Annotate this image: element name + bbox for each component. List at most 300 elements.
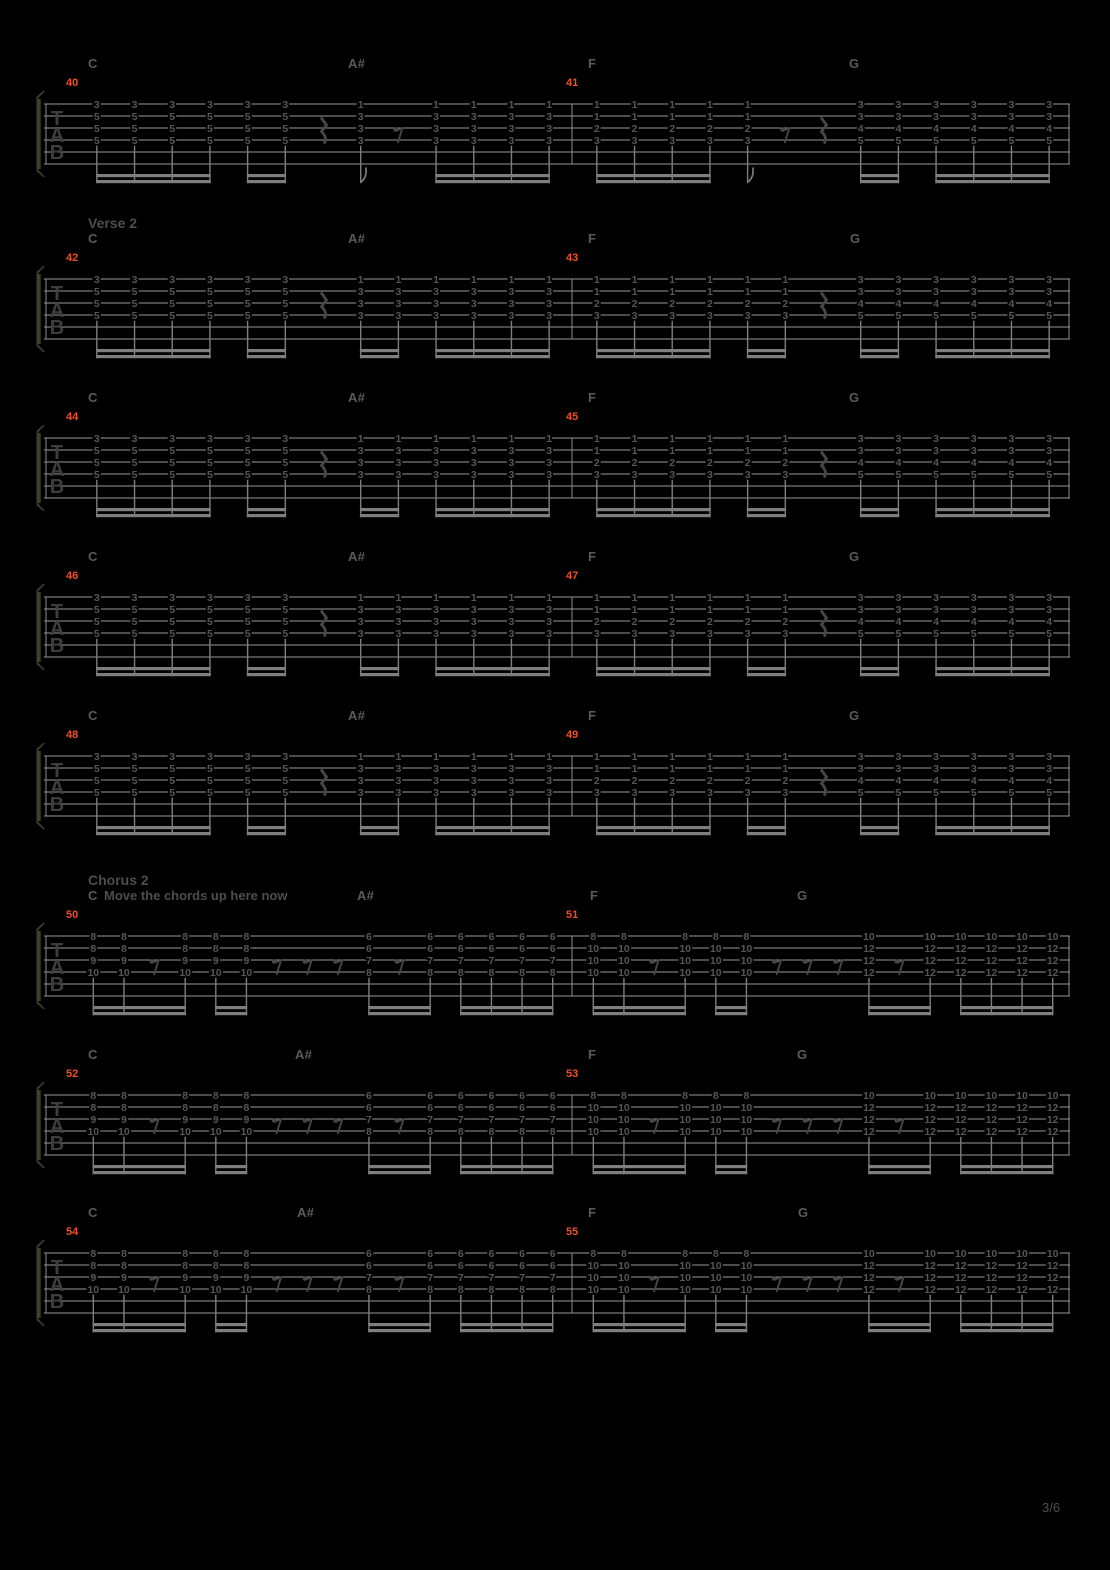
- fret-number: 1: [707, 591, 713, 604]
- fret-number: 5: [970, 134, 977, 147]
- beam: [596, 174, 711, 177]
- tab-staff-graphic: [0, 373, 1110, 525]
- fret-number: 9: [121, 1113, 127, 1126]
- fret-number: 3: [470, 615, 477, 628]
- fret-number: 5: [895, 134, 902, 147]
- fret-number: 3: [631, 309, 638, 322]
- fret-number: 10: [740, 1125, 753, 1138]
- fret-number: 3: [857, 750, 864, 763]
- fret-number: 12: [863, 942, 875, 955]
- fret-number: 10: [709, 1113, 722, 1126]
- fret-number: 5: [169, 456, 176, 469]
- fret-number: 1: [707, 285, 713, 298]
- fret-number: 8: [121, 1089, 127, 1102]
- fret-number: 5: [207, 297, 213, 310]
- fret-number: 3: [857, 762, 864, 775]
- beam: [96, 180, 211, 183]
- beam: [715, 1171, 747, 1174]
- beam: [360, 832, 399, 835]
- fret-number: 10: [740, 1283, 753, 1296]
- fret-number: 6: [366, 1259, 372, 1272]
- fret-number: 3: [1046, 432, 1053, 445]
- fret-number: 5: [244, 774, 251, 787]
- fret-number: 3: [433, 615, 439, 628]
- fret-number: 5: [933, 468, 939, 481]
- beam: [715, 1012, 747, 1015]
- fret-number: 3: [669, 627, 676, 640]
- fret-number: 3: [895, 591, 902, 604]
- fret-number: 8: [427, 1125, 434, 1138]
- fret-number: 10: [679, 942, 692, 955]
- fret-number: 5: [1046, 786, 1053, 799]
- fret-number: 4: [933, 615, 939, 628]
- lyric-line: Move the chords up here now: [104, 888, 288, 903]
- fret-number: 10: [709, 1259, 722, 1272]
- fret-number: 5: [970, 309, 977, 322]
- chord-label: C: [88, 549, 98, 564]
- tab-clef-letter: A: [49, 777, 65, 799]
- fret-number: 5: [131, 122, 138, 135]
- fret-number: 4: [857, 456, 864, 469]
- fret-number: 12: [985, 942, 998, 955]
- fret-number: 10: [924, 1247, 937, 1260]
- fret-number: 1: [593, 110, 600, 123]
- fret-number: 3: [470, 468, 477, 481]
- fret-number: 12: [863, 1101, 875, 1114]
- fret-number: 2: [631, 615, 638, 628]
- fret-number: 3: [508, 456, 515, 469]
- beam: [96, 832, 211, 835]
- beam: [747, 514, 786, 517]
- fret-number: 3: [357, 110, 364, 123]
- beam: [368, 1006, 431, 1009]
- fret-number: 12: [863, 954, 875, 967]
- fret-number: 8: [427, 1283, 434, 1296]
- fret-number: 8: [121, 1259, 127, 1272]
- fret-number: 3: [131, 432, 138, 445]
- chord-label: G: [849, 390, 860, 405]
- fret-number: 6: [519, 930, 525, 943]
- fret-number: 10: [618, 1125, 630, 1138]
- fret-number: 5: [857, 309, 864, 322]
- beam: [596, 514, 711, 517]
- fret-number: 12: [954, 942, 967, 955]
- fret-number: 10: [209, 1283, 222, 1296]
- fret-number: 10: [587, 1283, 600, 1296]
- beam: [435, 832, 550, 835]
- fret-number: 5: [244, 786, 251, 799]
- beam: [215, 1006, 247, 1009]
- fret-number: 8: [682, 1247, 689, 1260]
- fret-number: 12: [985, 954, 998, 967]
- fret-number: 8: [243, 1247, 250, 1260]
- fret-number: 8: [121, 1101, 127, 1114]
- fret-number: 5: [207, 603, 213, 616]
- beam: [868, 1329, 931, 1332]
- fret-number: 1: [433, 273, 439, 286]
- beam: [460, 1006, 553, 1009]
- beam: [960, 1012, 1053, 1015]
- tab-staff-graphic: [0, 39, 1110, 191]
- beam: [435, 180, 550, 183]
- beam: [360, 349, 399, 352]
- fret-number: 5: [282, 110, 289, 123]
- fret-number: 12: [1016, 1259, 1028, 1272]
- fret-number: 3: [1046, 750, 1053, 763]
- fret-number: 5: [207, 627, 213, 640]
- fret-number: 3: [470, 309, 477, 322]
- fret-number: 3: [857, 591, 864, 604]
- fret-number: 12: [954, 1113, 967, 1126]
- fret-number: 3: [895, 432, 902, 445]
- fret-number: 3: [970, 750, 977, 763]
- fret-number: 10: [587, 1101, 600, 1114]
- fret-number: 1: [631, 444, 638, 457]
- tab-staff-graphic: [0, 871, 1110, 1023]
- fret-number: 7: [549, 954, 556, 967]
- measure-number: 54: [66, 1226, 79, 1238]
- tab-system: [0, 1030, 1110, 1182]
- beam: [460, 1171, 553, 1174]
- fret-number: 1: [631, 273, 638, 286]
- beam: [935, 667, 1050, 670]
- fret-number: 3: [895, 273, 902, 286]
- fret-number: 3: [395, 456, 402, 469]
- fret-number: 3: [895, 750, 902, 763]
- fret-number: 3: [546, 468, 553, 481]
- fret-number: 2: [593, 615, 600, 628]
- fret-number: 3: [857, 110, 864, 123]
- fret-number: 3: [508, 774, 515, 787]
- fret-number: 8: [457, 1283, 464, 1296]
- fret-number: 12: [1016, 942, 1028, 955]
- fret-number: 12: [954, 1271, 967, 1284]
- fret-number: 3: [433, 627, 439, 640]
- fret-number: 3: [395, 444, 402, 457]
- fret-number: 5: [933, 134, 939, 147]
- fret-number: 5: [895, 468, 902, 481]
- fret-number: 5: [207, 786, 213, 799]
- beam: [935, 514, 1050, 517]
- fret-number: 6: [366, 930, 372, 943]
- fret-number: 4: [1008, 774, 1015, 787]
- fret-number: 8: [621, 930, 627, 943]
- tab-staff-graphic: [0, 691, 1110, 843]
- fret-number: 3: [508, 615, 515, 628]
- fret-number: 8: [519, 1283, 525, 1296]
- fret-number: 10: [740, 1101, 753, 1114]
- fret-number: 3: [93, 591, 100, 604]
- fret-number: 12: [1016, 1125, 1028, 1138]
- fret-number: 3: [970, 285, 977, 298]
- tab-staff-graphic: [0, 1188, 1110, 1340]
- fret-number: 1: [631, 432, 638, 445]
- tab-system: [0, 532, 1110, 684]
- fret-number: 10: [587, 1271, 600, 1284]
- chord-label: F: [588, 549, 597, 564]
- fret-number: 3: [433, 110, 439, 123]
- beam: [935, 826, 1050, 829]
- measure-number: 40: [66, 77, 79, 89]
- fret-number: 12: [924, 954, 937, 967]
- beam: [435, 508, 550, 511]
- fret-number: 4: [1008, 615, 1015, 628]
- beam: [593, 1006, 686, 1009]
- fret-number: 5: [207, 309, 213, 322]
- fret-number: 12: [924, 1113, 937, 1126]
- fret-number: 10: [924, 1089, 937, 1102]
- fret-number: 1: [744, 273, 751, 286]
- fret-number: 2: [782, 774, 789, 787]
- fret-number: 3: [1008, 603, 1015, 616]
- fret-number: 3: [508, 762, 515, 775]
- tab-clef-letter: B: [49, 142, 65, 164]
- measure-number: 50: [66, 909, 79, 921]
- beam: [596, 349, 711, 352]
- fret-number: 8: [243, 942, 250, 955]
- beam: [435, 667, 550, 670]
- tab-clef-letter: T: [50, 1257, 64, 1279]
- fret-number: 10: [679, 1125, 692, 1138]
- beam: [593, 1165, 686, 1168]
- fret-number: 3: [1046, 444, 1053, 457]
- fret-number: 4: [1046, 456, 1053, 469]
- beam: [247, 514, 286, 517]
- fret-number: 12: [1016, 954, 1028, 967]
- system-bracket: [37, 433, 41, 503]
- fret-number: 4: [895, 456, 902, 469]
- chord-label: A#: [348, 231, 366, 246]
- fret-number: 3: [1008, 591, 1015, 604]
- beam: [215, 1165, 247, 1168]
- tab-system: [0, 1188, 1110, 1340]
- fret-number: 3: [970, 98, 977, 111]
- chord-label: C: [88, 390, 98, 405]
- fret-number: 5: [131, 110, 138, 123]
- fret-number: 3: [546, 110, 553, 123]
- fret-number: 3: [244, 750, 251, 763]
- fret-number: 5: [93, 615, 100, 628]
- fret-number: 5: [1046, 309, 1053, 322]
- fret-number: 3: [895, 603, 902, 616]
- fret-number: 10: [587, 1125, 600, 1138]
- fret-number: 4: [857, 297, 864, 310]
- fret-number: 10: [679, 966, 692, 979]
- fret-number: 1: [593, 98, 600, 111]
- tab-clef-letter: B: [49, 1133, 65, 1155]
- fret-number: 3: [395, 603, 402, 616]
- fret-number: 1: [669, 750, 676, 763]
- beam: [435, 174, 550, 177]
- beam: [715, 1006, 747, 1009]
- fret-number: 1: [782, 750, 789, 763]
- measure-number: 47: [566, 570, 579, 582]
- fret-number: 10: [618, 1283, 630, 1296]
- page-number: 3/6: [1042, 1500, 1061, 1515]
- beam: [93, 1165, 186, 1168]
- fret-number: 2: [631, 456, 638, 469]
- fret-number: 1: [631, 110, 638, 123]
- fret-number: 8: [243, 1259, 250, 1272]
- fret-number: 6: [427, 1259, 434, 1272]
- fret-number: 3: [933, 762, 939, 775]
- chord-label: C: [88, 1205, 98, 1220]
- fret-number: 10: [954, 1089, 967, 1102]
- fret-number: 3: [357, 627, 364, 640]
- fret-number: 3: [93, 98, 100, 111]
- fret-number: 8: [590, 1247, 597, 1260]
- fret-number: 1: [782, 603, 789, 616]
- fret-number: 5: [244, 297, 251, 310]
- fret-number: 3: [395, 468, 402, 481]
- fret-number: 6: [549, 1247, 556, 1260]
- fret-number: 3: [631, 134, 638, 147]
- fret-number: 5: [93, 468, 100, 481]
- measure-number: 42: [66, 252, 79, 264]
- beam: [960, 1165, 1053, 1168]
- fret-number: 12: [954, 1259, 967, 1272]
- fret-number: 5: [282, 297, 289, 310]
- beam: [593, 1012, 686, 1015]
- fret-number: 6: [427, 1101, 434, 1114]
- chord-label: F: [590, 888, 599, 903]
- beam: [747, 349, 786, 352]
- fret-number: 3: [933, 98, 939, 111]
- fret-number: 5: [1008, 134, 1015, 147]
- fret-number: 1: [395, 591, 402, 604]
- fret-number: 3: [970, 603, 977, 616]
- fret-number: 9: [212, 1113, 219, 1126]
- fret-number: 5: [933, 786, 939, 799]
- fret-number: 7: [519, 1113, 525, 1126]
- fret-number: 12: [985, 1113, 998, 1126]
- fret-number: 6: [457, 1259, 464, 1272]
- beam: [747, 667, 786, 670]
- fret-number: 3: [782, 627, 789, 640]
- fret-number: 5: [282, 456, 289, 469]
- beam: [596, 180, 711, 183]
- fret-number: 9: [182, 1113, 189, 1126]
- fret-number: 8: [90, 1089, 97, 1102]
- fret-number: 3: [1046, 762, 1053, 775]
- fret-number: 4: [970, 122, 977, 135]
- fret-number: 2: [669, 122, 676, 135]
- fret-number: 8: [712, 930, 719, 943]
- fret-number: 12: [954, 954, 967, 967]
- fret-number: 4: [857, 122, 864, 135]
- fret-number: 10: [985, 1247, 998, 1260]
- chord-label: F: [588, 1047, 597, 1062]
- fret-number: 1: [744, 432, 751, 445]
- beam: [435, 826, 550, 829]
- fret-number: 10: [709, 954, 722, 967]
- fret-number: 7: [488, 1113, 495, 1126]
- fret-number: 1: [470, 432, 477, 445]
- fret-number: 9: [243, 954, 250, 967]
- fret-number: 8: [90, 1259, 97, 1272]
- fret-number: 2: [707, 774, 713, 787]
- fret-number: 7: [549, 1271, 556, 1284]
- fret-number: 1: [433, 750, 439, 763]
- fret-number: 5: [169, 444, 176, 457]
- fret-number: 8: [743, 1089, 750, 1102]
- fret-number: 1: [782, 273, 789, 286]
- beam: [368, 1165, 431, 1168]
- measure-number: 44: [66, 411, 79, 423]
- fret-number: 5: [93, 456, 100, 469]
- beam: [247, 826, 286, 829]
- fret-number: 3: [131, 98, 138, 111]
- tab-staff-graphic: [0, 214, 1110, 366]
- fret-number: 10: [709, 1125, 722, 1138]
- fret-number: 2: [744, 615, 751, 628]
- beam: [96, 355, 211, 358]
- fret-number: 1: [546, 432, 553, 445]
- fret-number: 12: [1016, 1113, 1028, 1126]
- fret-number: 3: [744, 468, 751, 481]
- fret-number: 10: [740, 954, 753, 967]
- beam: [868, 1171, 931, 1174]
- fret-number: 10: [679, 954, 692, 967]
- beam: [747, 508, 786, 511]
- fret-number: 3: [593, 309, 600, 322]
- beam: [860, 508, 899, 511]
- fret-number: 3: [546, 444, 553, 457]
- fret-number: 5: [131, 774, 138, 787]
- fret-number: 3: [433, 786, 439, 799]
- fret-number: 3: [395, 774, 402, 787]
- fret-number: 2: [782, 297, 789, 310]
- fret-number: 3: [207, 98, 213, 111]
- fret-number: 5: [282, 786, 289, 799]
- fret-number: 3: [169, 98, 176, 111]
- tab-clef-letter: B: [49, 794, 65, 816]
- fret-number: 12: [863, 1271, 875, 1284]
- tab-staff-graphic: [0, 1030, 1110, 1182]
- fret-number: 4: [970, 297, 977, 310]
- fret-number: 12: [863, 966, 875, 979]
- beam: [247, 667, 286, 670]
- fret-number: 3: [631, 786, 638, 799]
- fret-number: 10: [863, 1089, 875, 1102]
- fret-number: 10: [587, 954, 600, 967]
- fret-number: 5: [970, 786, 977, 799]
- beam: [868, 1006, 931, 1009]
- eighth-flag: [361, 167, 367, 183]
- fret-number: 5: [282, 285, 289, 298]
- fret-number: 6: [457, 942, 464, 955]
- fret-number: 8: [121, 942, 127, 955]
- beam: [247, 355, 286, 358]
- fret-number: 5: [207, 615, 213, 628]
- fret-number: 10: [618, 1259, 630, 1272]
- fret-number: 6: [519, 942, 525, 955]
- chord-label: A#: [295, 1047, 313, 1062]
- fret-number: 3: [1046, 285, 1053, 298]
- fret-number: 5: [131, 762, 138, 775]
- fret-number: 2: [631, 297, 638, 310]
- fret-number: 3: [782, 468, 789, 481]
- fret-number: 1: [433, 432, 439, 445]
- fret-number: 3: [357, 134, 364, 147]
- fret-number: 12: [954, 1101, 967, 1114]
- fret-number: 3: [933, 110, 939, 123]
- tab-system: [0, 691, 1110, 843]
- fret-number: 1: [395, 273, 402, 286]
- fret-number: 3: [508, 297, 515, 310]
- fret-number: 2: [669, 615, 676, 628]
- tab-clef-letter: A: [49, 125, 65, 147]
